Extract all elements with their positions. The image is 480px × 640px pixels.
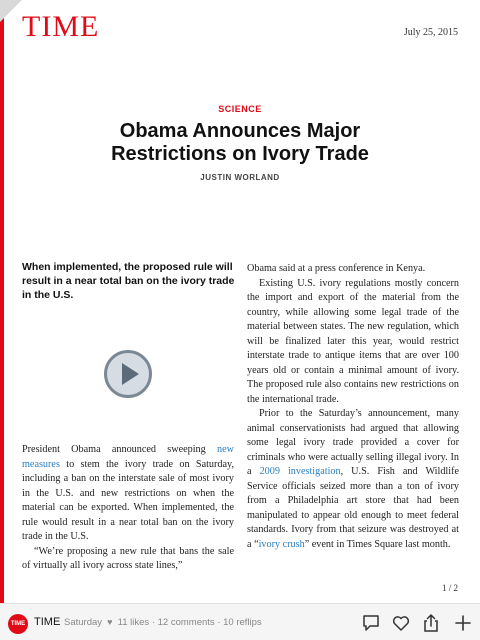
body-paragraph: “We’re proposing a new rule that bans the sale of virtually all ivory across state lines,” [22,545,234,571]
source-avatar[interactable]: TIME [8,614,28,634]
article-column-left [22,443,234,574]
author-byline[interactable]: JUSTIN WORLAND [200,173,280,182]
section-label[interactable]: SCIENCE [218,104,262,114]
accent-bar [0,0,4,603]
ivory-crush-link[interactable]: ivory crush [258,538,305,550]
comment-icon[interactable] [360,612,382,634]
page-corner-fold[interactable] [0,0,22,22]
likes-heart-icon: ♥ [104,617,116,627]
heart-icon[interactable] [390,612,412,634]
play-icon [122,363,139,385]
reflips-count[interactable]: 10 reflips [223,617,262,628]
investigation-link[interactable]: 2009 investigation [259,466,341,477]
source-name[interactable]: TIME [34,616,61,628]
time-logo[interactable]: TIME [22,10,100,43]
article-headline: Obama Announces Major Restrictions on Ivory Trade [111,120,369,165]
article-column-right [247,262,459,552]
body-paragraph: President Obama announced sweeping new measures to stem the ivory trade on Saturday, including a ban on the interstate sale of most ivory in the U.S. and new restrictions on when the material can be exported. When implemented, the rule would result in a near total ban on the ivory trade in the U.S. [22,444,234,542]
likes-count[interactable]: 11 likes [117,617,150,628]
share-icon[interactable] [420,612,442,634]
post-meta: Saturday ♥ 11 likes · 12 comments · 10 reflips [64,617,262,628]
video-play-button[interactable] [104,350,152,398]
comments-count[interactable]: 12 comments [157,617,215,628]
body-paragraph: Prior to the Saturday’s announcement, many animal conservationists had argued that allowing some legal ivory trade provided a cover for criminals who were actually selling illegal ivory. In a 2009 investigation, U.S. Fish and Wildlife Service officials seized more than a ton of ivory from a Philadelphia art store that had been manipulated to appear old enough to meet federal standards. Ivory from that seizure was destroyed at a “ivory crush” event in Times Square last month. [247,408,460,550]
bottom-toolbar [0,603,480,640]
plus-icon[interactable] [452,612,474,634]
page-indicator: 1 / 2 [441,583,458,593]
new-measures-link[interactable]: new measures [22,444,234,470]
pull-quote: When implemented, the proposed rule will result in a near total ban on the ivory trade in the U.S. [22,261,235,301]
body-paragraph: Obama said at a press conference in Kenya. [247,263,426,274]
post-day: Saturday [64,617,103,628]
body-paragraph: Existing U.S. ivory regulations mostly concern the import and export of the material from the country, while allowing some legal trade of the material between states. The new regulation, which will be finalized later this year, would restrict interstate trade to antique items that are over 100 years old or contain a minimal amount of ivory. The proposed rule also contains new restrictions on the international trade. [247,277,459,405]
publish-date: July 25, 2015 [403,27,458,38]
